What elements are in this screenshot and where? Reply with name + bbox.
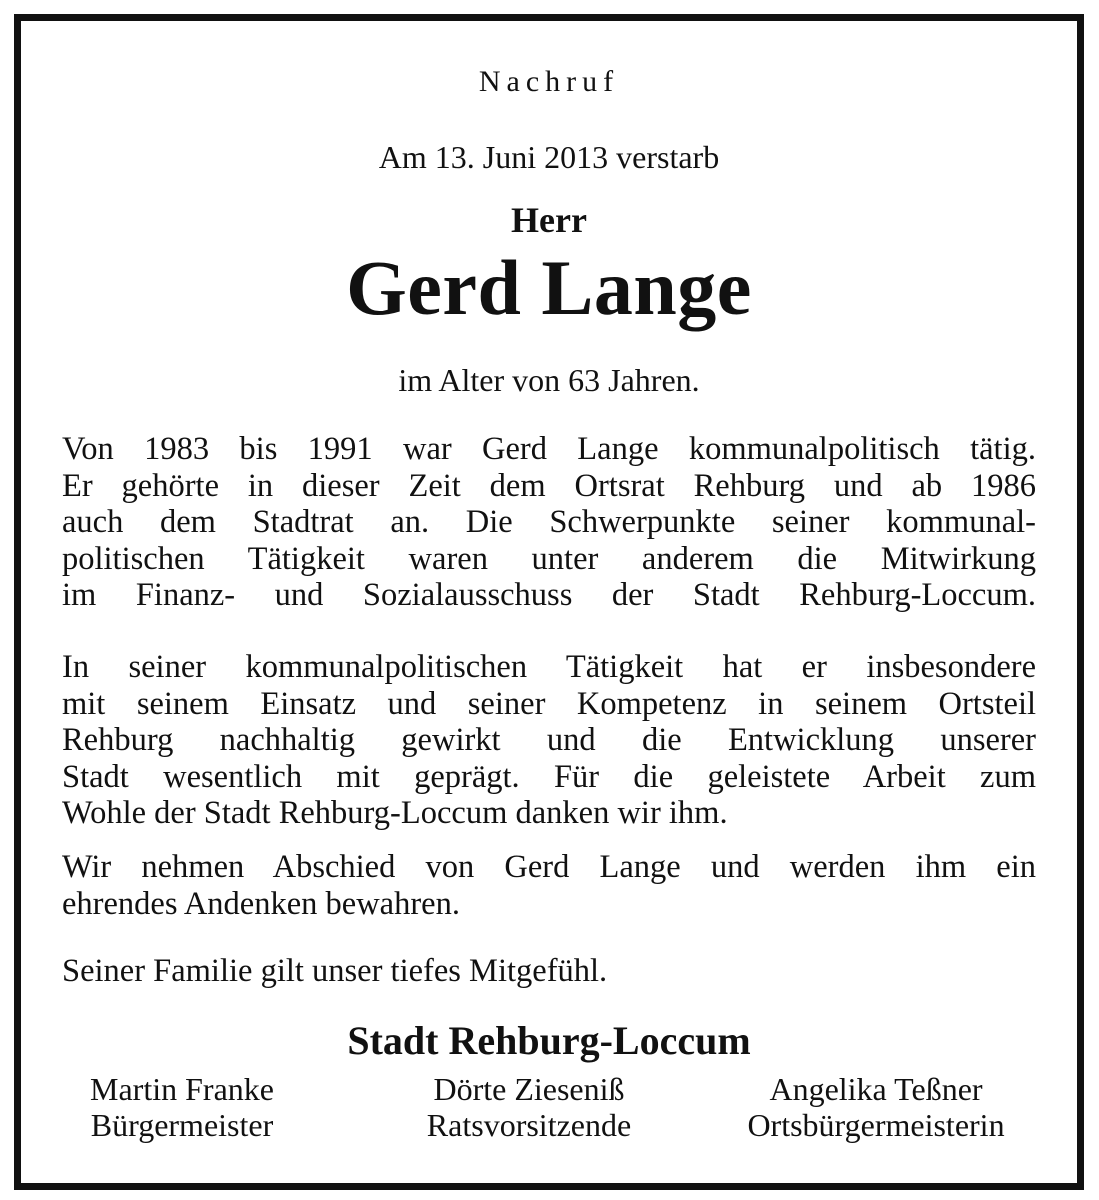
text-line: ehrendes Andenken bewahren. <box>62 885 460 922</box>
signatory-role: Bürgermeister <box>90 1107 274 1143</box>
death-date-line: Am 13. Juni 2013 verstarb <box>378 139 720 175</box>
deceased-name: Gerd Lange <box>346 244 752 331</box>
signatory <box>706 1071 1046 1143</box>
paragraph-farewell <box>62 849 1036 922</box>
signatory-role: Ortsbürgermeisterin <box>747 1107 1005 1143</box>
signatory-name: Martin Franke <box>90 1071 274 1107</box>
text-line: politischen Tätigkeit waren unter anderem die Mitwirkung <box>62 540 1036 577</box>
text-line: Er gehörte in dieser Zeit dem Ortsrat Rehburg und ab 1986 <box>62 467 1036 504</box>
text-line: Von 1983 bis 1991 war Gerd Lange kommunalpolitisch tätig. <box>62 431 1036 467</box>
salutation: Herr <box>511 200 587 240</box>
text-line: In seiner kommunalpolitischen Tätigkeit hat er insbesondere <box>62 649 1036 685</box>
paragraph-condolence <box>62 953 1036 990</box>
paragraph-career <box>62 431 1036 614</box>
text-line: mit seinem Einsatz und seiner Kompetenz in seinem Ortsteil <box>62 685 1036 722</box>
paragraph-merits <box>62 649 1036 832</box>
text-line: Rehburg nachhaltig gewirkt und die Entwicklung unserer <box>62 722 1036 758</box>
signatory-name: Dörte Ziesenіß <box>433 1071 625 1107</box>
obituary-heading: Nachruf <box>478 65 620 98</box>
text-line: auch dem Stadtrat an. Die Schwerpunkte seiner kommunal- <box>62 504 1036 540</box>
text-line: im Finanz- und Sozialausschuss der Stadt Rehburg-Loccum. <box>62 577 1036 613</box>
signatory-name: Angelika Teßner <box>769 1071 983 1107</box>
organization-name: Stadt Rehburg-Loccum <box>347 1018 751 1063</box>
text-line: Wohle der Stadt Rehburg-Loccum danken wir ihm. <box>62 795 728 831</box>
age-line: im Alter von 63 Jahren. <box>398 362 700 398</box>
text-line: Stadt wesentlich mit geprägt. Für die geleistete Arbeit zum <box>62 758 1036 795</box>
text-line: Seiner Familie gilt unser tiefes Mitgefühl. <box>62 953 608 989</box>
obituary-frame <box>14 14 1084 1190</box>
signatory <box>359 1071 699 1143</box>
text-line: Wir nehmen Abschied von Gerd Lange und werden ihm ein <box>62 849 1036 885</box>
signatory <box>12 1071 352 1143</box>
signatory-role: Ratsvorsitzende <box>426 1107 632 1143</box>
